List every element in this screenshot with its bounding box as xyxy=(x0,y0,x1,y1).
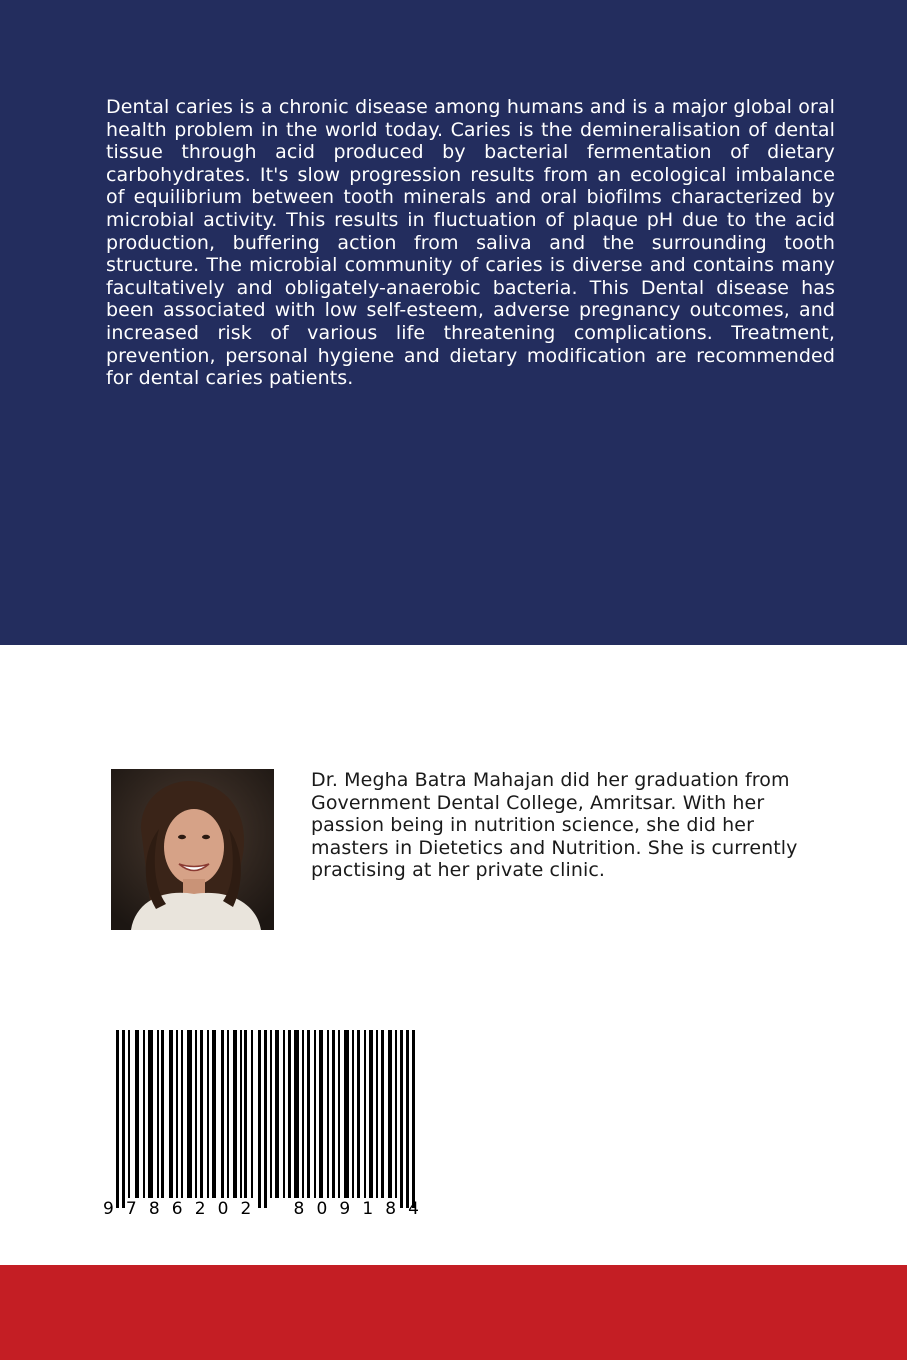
cover-top-panel xyxy=(0,0,907,645)
isbn-digit: 2 xyxy=(194,1199,206,1219)
isbn-digit: 6 xyxy=(171,1199,183,1219)
isbn-digit: 7 xyxy=(125,1199,137,1219)
isbn-number xyxy=(103,1199,419,1219)
isbn-gap xyxy=(263,1199,281,1219)
cover-bottom-band xyxy=(0,1265,907,1360)
isbn-barcode xyxy=(103,1030,423,1220)
isbn-digit: 0 xyxy=(316,1199,328,1219)
isbn-digit: 0 xyxy=(217,1199,229,1219)
book-blurb: Dental caries is a chronic disease among humans and is a major global oral health problem in the world today. Caries is the demineralisation of dental tissue through acid produced by bacterial fermentation of dietary carbohydrates. It's slow progression results from an ecological imbalance of equilibrium between tooth minerals and oral biofilms characterized by microbial activity. This results in fluctuation of plaque pH due to the acid production, buffering action from saliva and the surrounding tooth structure. The microbial community of caries is diverse and contains many facultatively and obligately-anaerobic bacteria. This Dental disease has been associated with low self-esteem, adverse pregnancy outcomes, and increased risk of various life threatening complications. Treatment, prevention, personal hygiene and dietary modification are recommended for dental caries patients. xyxy=(106,96,835,390)
isbn-digit: 8 xyxy=(385,1199,397,1219)
isbn-digit: 4 xyxy=(408,1199,419,1219)
author-photo xyxy=(111,769,274,930)
isbn-digit: 2 xyxy=(240,1199,252,1219)
isbn-digit: 9 xyxy=(103,1199,114,1219)
author-bio: Dr. Megha Batra Mahajan did her graduation from Government Dental College, Amritsar. With her passion being in nutrition science, she did her masters in Dietetics and Nutrition. She is currently practising at her private clinic. xyxy=(311,769,798,882)
isbn-digit: 8 xyxy=(148,1199,160,1219)
isbn-digit: 8 xyxy=(293,1199,305,1219)
isbn-digit: 1 xyxy=(362,1199,374,1219)
isbn-digit: 9 xyxy=(339,1199,351,1219)
